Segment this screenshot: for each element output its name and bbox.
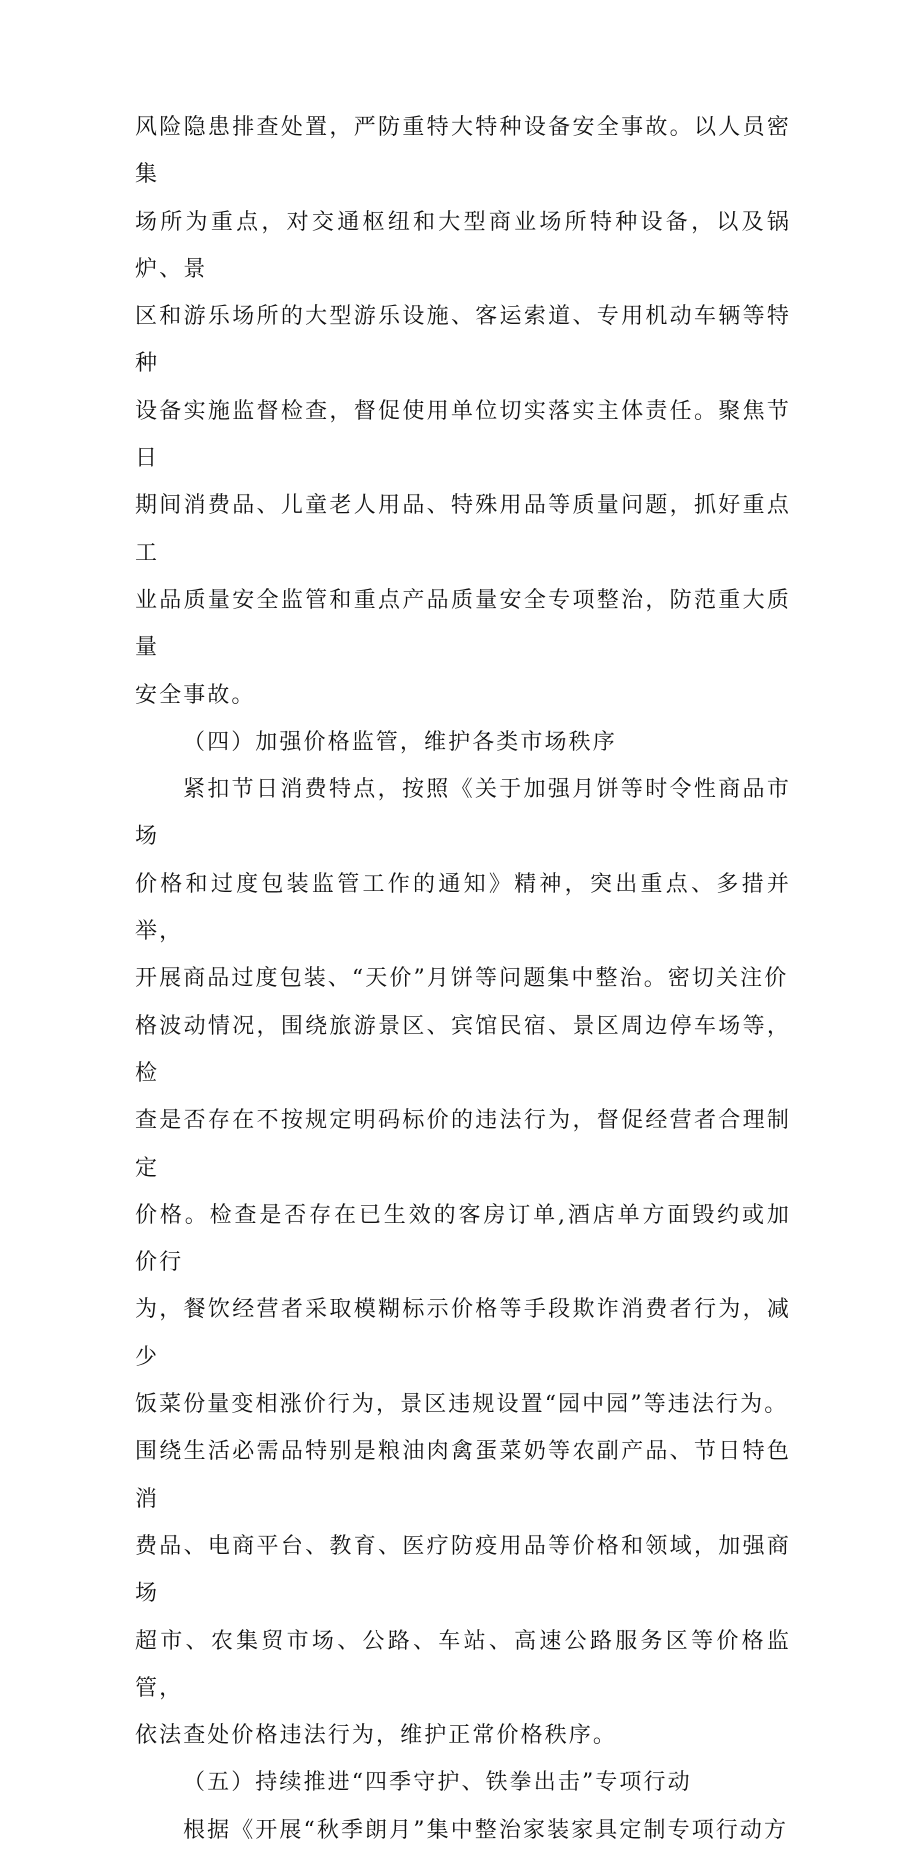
text-line: 为，餐饮经营者采取模糊标示价格等手段欺诈消费者行为，减少 (135, 1297, 791, 1370)
paragraph-price-supervision (135, 766, 791, 1759)
text-line: 价格。检查是否存在已生效的客房订单,酒店单方面毁约或加价行 (135, 1202, 791, 1276)
text-line: 查是否存在不按规定明码标价的违法行为，督促经营者合理制定 (135, 1108, 791, 1181)
text-line: 超市、农集贸市场、公路、车站、高速公路服务区等价格监管， (135, 1628, 791, 1701)
text-line: 根据《开展“秋季朗月”集中整治家装家具定制专项行动方 (183, 1817, 789, 1843)
text-line: 格波动情况，围绕旅游景区、宾馆民宿、景区周边停车场等，检 (135, 1013, 791, 1086)
text-line: 价格和过度包装监管工作的通知》精神，突出重点、多措并举， (135, 871, 791, 945)
text-line: 费品、电商平台、教育、医疗防疫用品等价格和领域，加强商场 (135, 1533, 791, 1607)
text-line: 紧扣节日消费特点，按照《关于加强月饼等时令性商品市场 (135, 777, 791, 850)
text-line: 安全事故。 (135, 682, 256, 708)
text-line: 设备实施监督检查，督促使用单位切实落实主体责任。聚焦节日 (135, 398, 791, 472)
heading-text: （五）持续推进“四季守护、铁拳出击”专项行动 (183, 1770, 692, 1796)
text-line: 风险隐患排查处置，严防重特大特种设备安全事故。以人员密集 (135, 115, 791, 188)
section-heading-four (135, 719, 791, 766)
paragraph-special-action (135, 1807, 791, 1854)
heading-text: （四）加强价格监管，维护各类市场秩序 (183, 729, 617, 755)
text-line: 围绕生活必需品特别是粮油肉禽蛋菜奶等农副产品、节日特色消 (135, 1439, 791, 1512)
text-line: 依法查处价格违法行为，维护正常价格秩序。 (135, 1723, 618, 1749)
text-line: 场所为重点，对交通枢纽和大型商业场所特种设备，以及锅炉、景 (135, 209, 791, 282)
text-line: 区和游乐场所的大型游乐设施、客运索道、专用机动车辆等特种 (135, 304, 791, 377)
document-body (135, 104, 791, 1854)
section-heading-five (135, 1759, 791, 1806)
text-line: 饭菜份量变相涨价行为，景区违规设置“园中园”等违法行为。 (135, 1392, 789, 1418)
text-line: 期间消费品、儿童老人用品、特殊用品等质量问题，抓好重点工 (135, 493, 791, 566)
paragraph-safety-continued (135, 104, 791, 719)
text-line: 开展商品过度包装、“天价”月饼等问题集中整治。密切关注价 (135, 966, 789, 992)
text-line: 业品质量安全监管和重点产品质量安全专项整治，防范重大质量 (135, 587, 791, 661)
